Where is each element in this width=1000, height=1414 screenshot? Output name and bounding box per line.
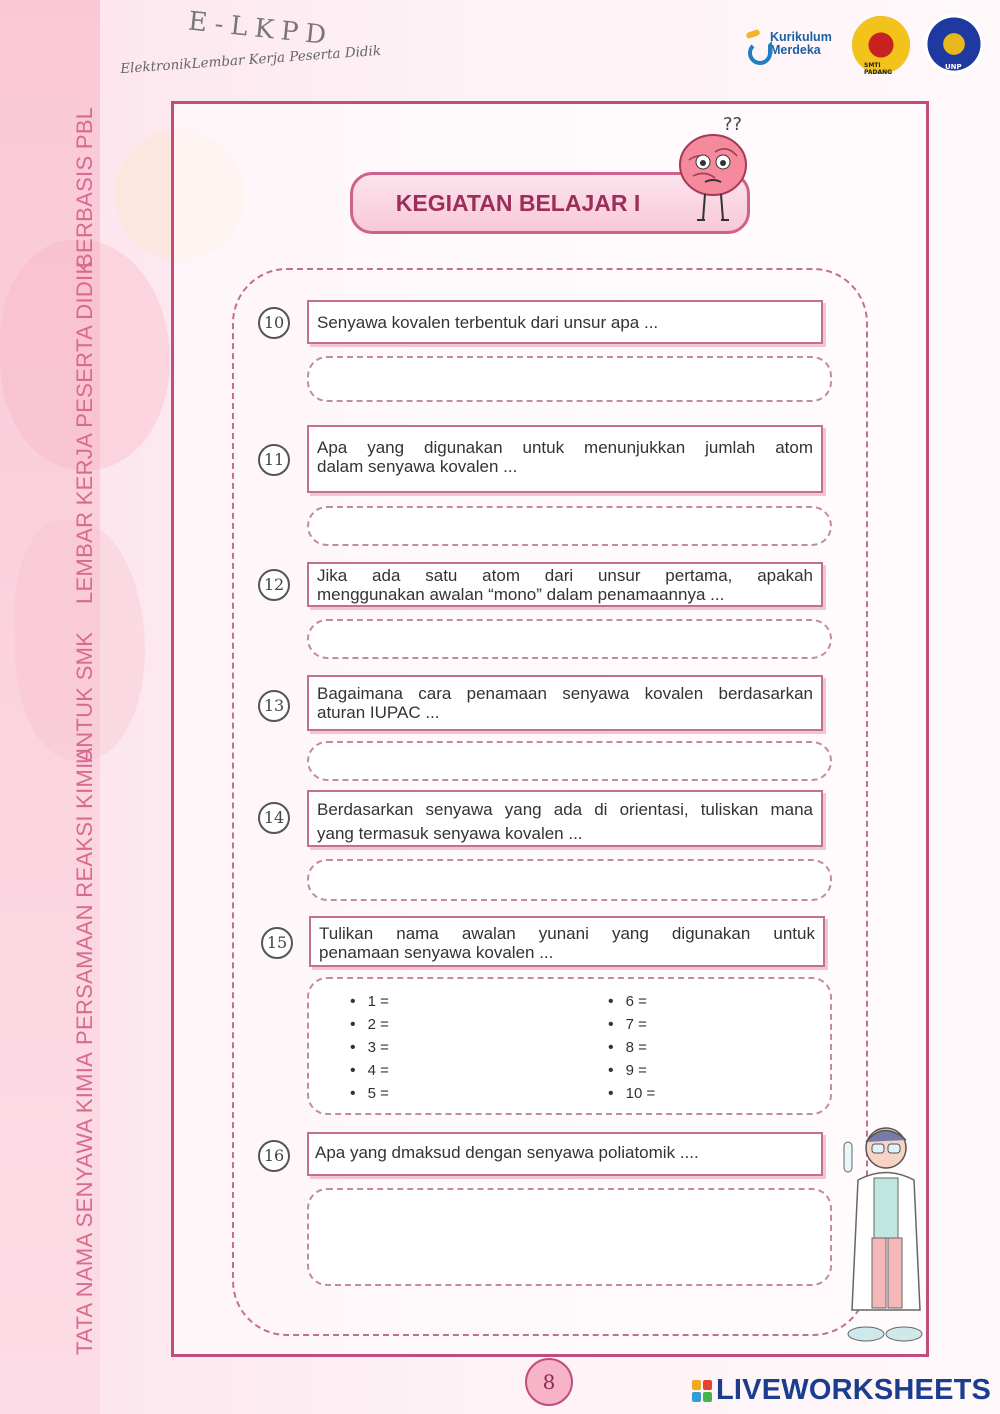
side-label: BERBASIS PBL	[72, 106, 97, 268]
side-label: UNTUK SMK	[72, 631, 97, 764]
question-16: Apa yang dmaksud dengan senyawa poliatomik ....	[307, 1132, 823, 1176]
question-number: 12	[258, 569, 290, 601]
scientist-illustration-icon	[838, 1120, 928, 1350]
thinking-brain-icon	[675, 110, 755, 230]
question-11-line2: dalam senyawa kovalen ...	[317, 457, 518, 476]
question-number: 15	[261, 927, 293, 959]
prefix-list-left	[350, 990, 389, 1105]
page-number: 8	[525, 1358, 573, 1406]
question-11	[307, 425, 823, 493]
side-label: LEMBAR KERJA PESERTA DIDIK	[72, 259, 97, 604]
answer-box-12[interactable]	[307, 619, 832, 659]
prefix-item[interactable]: • 1 =	[350, 990, 389, 1013]
question-13-line1: Bagaimana cara penamaan senyawa kovalen berdasarkan	[317, 684, 813, 703]
kurikulum-line1: Kurikulum	[770, 30, 832, 44]
seal-unp-text: UNP	[945, 63, 962, 71]
question-13	[307, 675, 823, 731]
section-title: KEGIATAN BELAJAR I	[395, 190, 641, 216]
unp-seal-icon	[924, 14, 984, 74]
question-15-line2: penamaan senyawa kovalen ...	[319, 943, 554, 962]
question-number: 16	[258, 1140, 290, 1172]
question-number: 13	[258, 690, 290, 722]
answer-box-10[interactable]	[307, 356, 832, 402]
prefix-item[interactable]: • 7 =	[608, 1013, 655, 1036]
liveworksheets-icon	[692, 1380, 712, 1402]
liveworksheets-brand	[692, 1374, 991, 1407]
seal-smk-text: SMTI PADANG	[864, 62, 893, 76]
question-number: 10	[258, 307, 290, 339]
question-15-line1: Tulikan nama awalan yunani yang digunakan untuk	[319, 924, 815, 943]
question-12-line2: menggunakan awalan “mono” dalam penamaannya ...	[317, 585, 725, 604]
prefix-item[interactable]: • 6 =	[608, 990, 655, 1013]
prefix-item[interactable]: • 8 =	[608, 1036, 655, 1059]
question-10: Senyawa kovalen terbentuk dari unsur apa ...	[307, 300, 823, 344]
prefix-item[interactable]: • 9 =	[608, 1059, 655, 1082]
elkpd-logo-title: E-LKPD	[186, 6, 335, 52]
brain-question-marks: ??	[723, 114, 743, 135]
question-13-line2: aturan IUPAC ...	[317, 703, 440, 722]
prefix-item[interactable]: • 10 =	[608, 1082, 655, 1105]
question-12	[307, 562, 823, 607]
question-number: 14	[258, 802, 290, 834]
question-15	[309, 916, 825, 967]
answer-box-14[interactable]	[307, 859, 832, 901]
side-label: PERSAMAAN REAKSI KIMIA	[72, 747, 97, 1045]
prefix-item[interactable]: • 3 =	[350, 1036, 389, 1059]
prefix-item[interactable]: • 5 =	[350, 1082, 389, 1105]
answer-box-11[interactable]	[307, 506, 832, 546]
prefix-list-right	[608, 990, 655, 1105]
prefix-item[interactable]: • 4 =	[350, 1059, 389, 1082]
kurikulum-line2: Merdeka	[770, 43, 821, 57]
answer-box-16[interactable]	[307, 1188, 832, 1286]
kurikulum-icon	[744, 27, 766, 61]
elkpd-logo-subtitle: ElektronikLembar Kerja Peserta Didik	[119, 42, 382, 78]
question-14-line1: Berdasarkan senyawa yang ada di orientasi, tuliskan mana	[317, 800, 813, 819]
smk-seal-icon	[852, 16, 910, 74]
answer-box-13[interactable]	[307, 741, 832, 781]
prefix-item[interactable]: • 2 =	[350, 1013, 389, 1036]
liveworksheets-text: LIVEWORKSHEETS	[716, 1374, 992, 1406]
kurikulum-merdeka-logo	[744, 27, 832, 61]
question-12-line1: Jika ada satu atom dari unsur pertama, apakah	[317, 566, 813, 585]
question-14	[307, 790, 823, 847]
side-label: TATA NAMA SENYAWA KIMIA	[72, 1051, 97, 1355]
question-number: 11	[258, 444, 290, 476]
question-14-line2: yang termasuk senyawa kovalen ...	[317, 824, 583, 843]
question-11-line1: Apa yang digunakan untuk menunjukkan jumlah atom	[317, 438, 813, 457]
